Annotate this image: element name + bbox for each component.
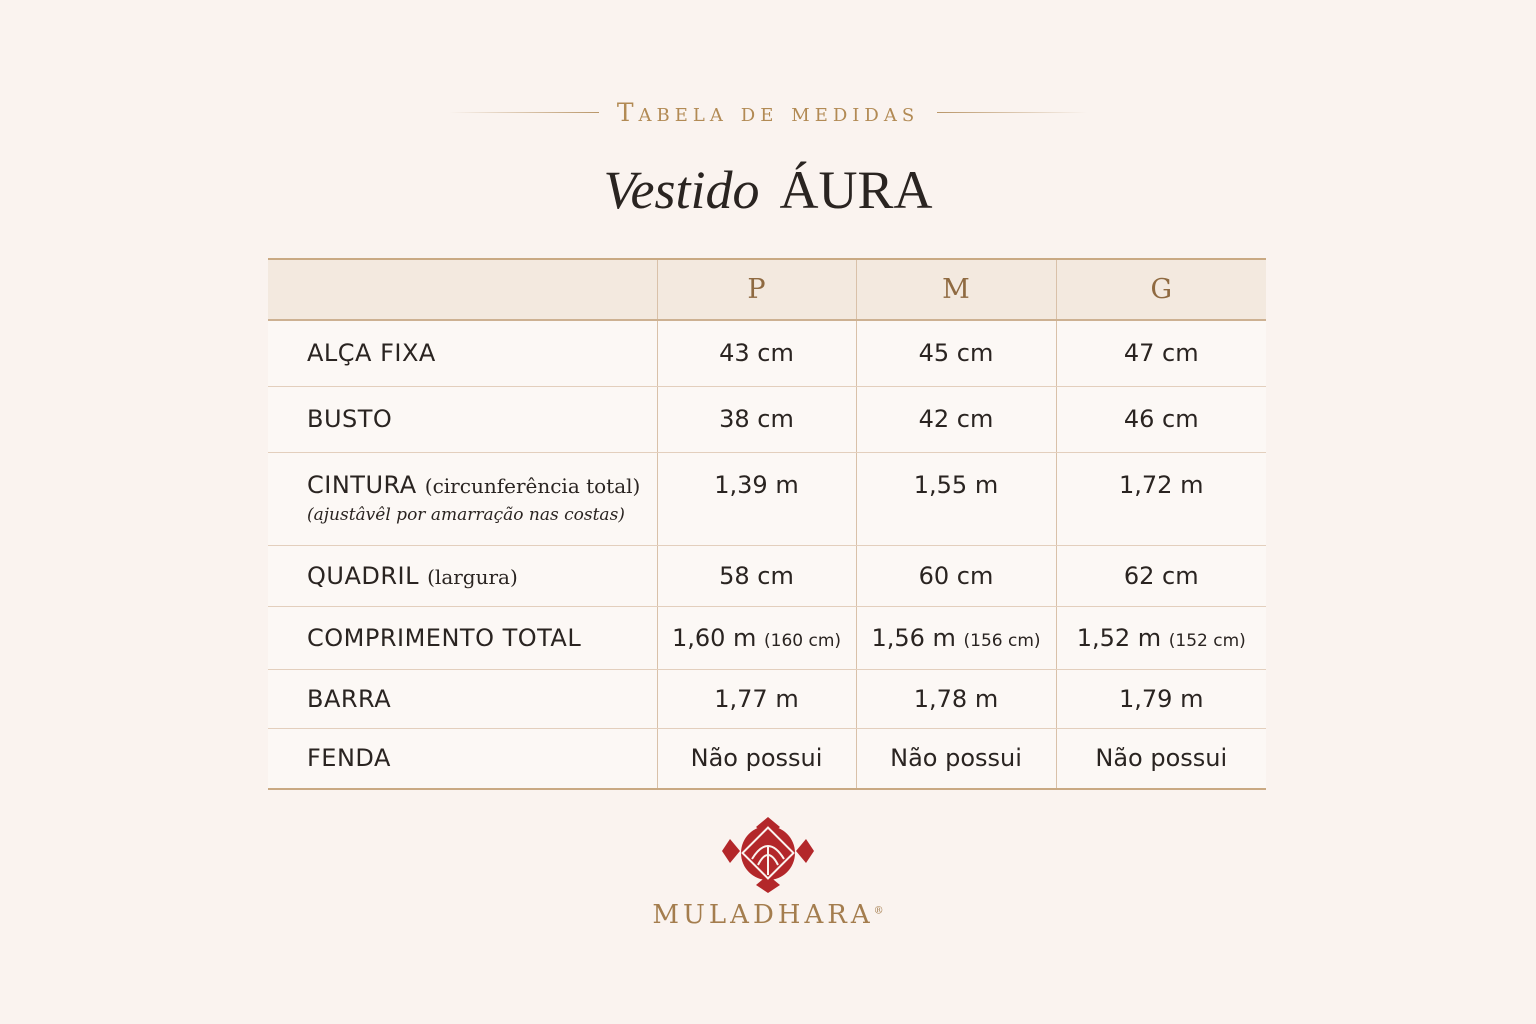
size-table	[268, 258, 1266, 790]
section-kicker: Tabela de medidas	[616, 97, 920, 127]
cell-value-m: 60 cm	[856, 545, 1056, 606]
row-label	[268, 669, 657, 728]
table-row-barra	[268, 669, 1266, 728]
table-row-fenda	[268, 728, 1266, 789]
product-title-name: ÁURA	[779, 160, 933, 220]
table-row-cintura	[268, 452, 1266, 545]
table-header-row	[268, 259, 1266, 320]
cell-value-m: 1,55 m	[856, 452, 1056, 545]
size-table-wrapper	[268, 258, 1266, 790]
row-label-sub: (largura)	[427, 564, 518, 589]
cell-value-g: Não possui	[1056, 728, 1266, 789]
table-row-comprimento-total	[268, 606, 1266, 669]
cell-value-g: 46 cm	[1056, 386, 1266, 452]
cell-value-p: 1,39 m	[657, 452, 856, 545]
product-title	[0, 155, 1536, 225]
row-label-note: (ajustâvêl por amarração nas costas)	[307, 504, 625, 525]
row-label	[268, 452, 657, 545]
cell-value-g: 1,72 m	[1056, 452, 1266, 545]
row-label-text: CINTURA	[307, 470, 417, 499]
cell-value-m	[856, 606, 1056, 669]
cell-value-m: Não possui	[856, 728, 1056, 789]
cell-value-m: 45 cm	[856, 320, 1056, 386]
registered-mark: ®	[873, 905, 884, 917]
cell-value-p: 58 cm	[657, 545, 856, 606]
cell-value-small: (152 cm)	[1168, 630, 1246, 651]
cell-value-m: 42 cm	[856, 386, 1056, 452]
cell-value-g: 1,79 m	[1056, 669, 1266, 728]
cell-value-main: 1,60 m	[671, 623, 757, 652]
row-label-text: QUADRIL	[307, 561, 419, 590]
header-cell-size-m: M	[856, 259, 1056, 320]
cell-value-p: 1,77 m	[657, 669, 856, 728]
row-label-text: FENDA	[307, 744, 391, 773]
cell-value-main: 1,52 m	[1076, 623, 1162, 652]
cell-value-g: 62 cm	[1056, 545, 1266, 606]
cell-value-g	[1056, 606, 1266, 669]
cell-value-p	[657, 606, 856, 669]
row-label-sub: (circunferência total)	[424, 473, 641, 498]
table-row-quadril	[268, 545, 1266, 606]
brand-name-text: MULADHARA	[652, 900, 874, 930]
cell-value-m: 1,78 m	[856, 669, 1056, 728]
row-label	[268, 320, 657, 386]
row-label	[268, 728, 657, 789]
product-title-script: Vestido	[603, 160, 760, 220]
header-cell-size-g: G	[1056, 259, 1266, 320]
table-row-busto	[268, 386, 1266, 452]
row-label-text: BUSTO	[307, 405, 393, 433]
cell-value-g: 47 cm	[1056, 320, 1266, 386]
cell-value-small: (160 cm)	[764, 630, 842, 651]
lotus-mandala-icon	[718, 815, 818, 895]
row-label-text: BARRA	[307, 684, 392, 713]
row-label	[268, 386, 657, 452]
cell-value-p: 43 cm	[657, 320, 856, 386]
row-label-text: COMPRIMENTO TOTAL	[307, 623, 582, 652]
cell-value-small: (156 cm)	[963, 630, 1041, 651]
heading-divider-left	[449, 112, 599, 113]
cell-value-p: 38 cm	[657, 386, 856, 452]
header-cell-blank	[268, 259, 657, 320]
heading-divider-right	[937, 112, 1087, 113]
row-label	[268, 545, 657, 606]
row-label-text: ALÇA FIXA	[307, 339, 436, 368]
brand-name	[0, 900, 1536, 930]
cell-value-p: Não possui	[657, 728, 856, 789]
cell-value-main: 1,56 m	[871, 623, 956, 652]
heading-row	[0, 92, 1536, 132]
header-cell-size-p: P	[657, 259, 856, 320]
table-row-alca-fixa	[268, 320, 1266, 386]
row-label	[268, 606, 657, 669]
